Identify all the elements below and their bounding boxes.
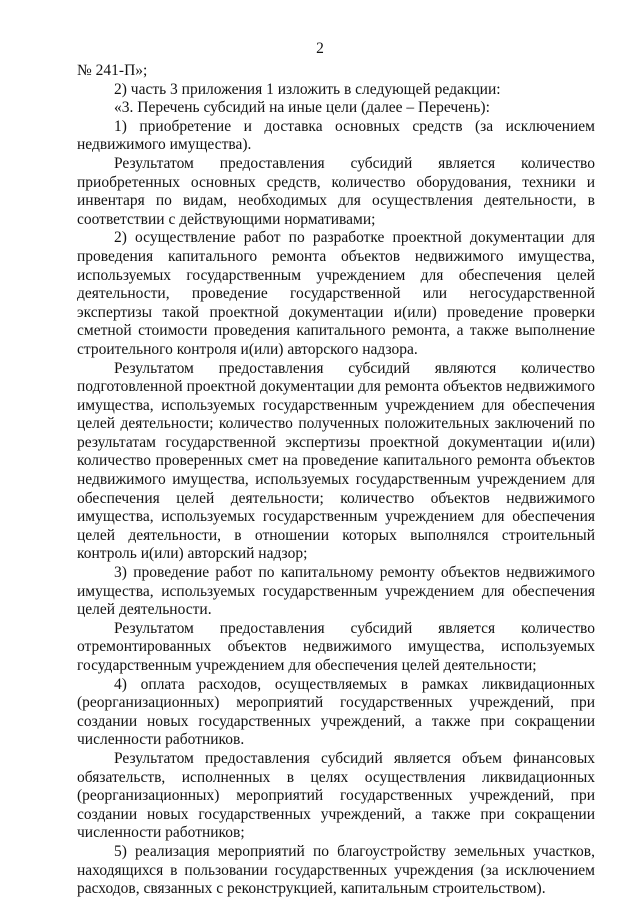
paragraph-amendment-intro: 2) часть 3 приложения 1 изложить в следующей редакции: bbox=[114, 80, 501, 98]
paragraph-result-4: Результатом предоставления субсидий является объем финансовых обязательств, исполненных в целях осуществления ликвидационных (реорганизационных) мероприятий государственных учреждений, при создании новых государственных учреждений, а также при сокращении численности работников; bbox=[77, 749, 595, 842]
paragraph-item-1: 1) приобретение и доставка основных средств (за исключением недвижимого имущества). bbox=[77, 117, 595, 154]
paragraph-result-1: Результатом предоставления субсидий является количество приобретенных основных средств, количество оборудования, техники и инвентаря по видам, необходимых для осуществления деятельности, в соответствии с действующими нормативами; bbox=[77, 154, 595, 228]
paragraph-result-2: Результатом предоставления субсидий являются количество подготовленной проектной документации для ремонта объектов недвижимого имущества, используемых государственным учреждением для обеспечения целей деятельности; количество полученных положительных заключений по результатам государственной экспертизы проектной документации и(или) количество проверенных смет на проведение капитального ремонта объектов недвижимого имущества, используемых государственным учреждением для обеспечения целей деятельности; количество объектов недвижимого имущества, используемых государственным учреждением для обеспечения целей деятельности, в отношении которых выполнялся строительный контроль и(или) авторский надзор; bbox=[77, 359, 595, 563]
paragraph-decree-number: № 241-П»; bbox=[77, 62, 148, 79]
paragraph-item-4: 4) оплата расходов, осуществляемых в рамках ликвидационных (реорганизационных) мероприятий государственных учреждений, при создании новых государственных учреждений, а также при сокращении численности работников. bbox=[77, 675, 595, 749]
paragraph-result-3: Результатом предоставления субсидий является количество отремонтированных объектов недвижимого имущества, используемых государственным учреждением для обеспечения целей деятельности; bbox=[77, 619, 595, 674]
page-number: 2 bbox=[316, 40, 324, 57]
paragraph-section-heading: «3. Перечень субсидий на иные цели (далее – Перечень): bbox=[114, 99, 490, 117]
document-body bbox=[77, 62, 595, 899]
paragraph-item-5: 5) реализация мероприятий по благоустройству земельных участков, находящихся в пользовании государственных учреждения (за исключением расходов, связанных с реконструкцией, капитальным строительством). bbox=[77, 842, 595, 898]
paragraph-item-2: 2) осуществление работ по разработке проектной документации для проведения капитального ремонта объектов недвижимого имущества, используемых государственным учреждением для обеспечения целей деятельности, проведение государственной или негосударственной экспертизы такой проектной документации и(или) проведение проверки сметной стоимости проведения капитального ремонта, а также выполнение строительного контроля и(или) авторского надзора. bbox=[77, 229, 595, 358]
paragraph-item-3: 3) проведение работ по капитальному ремонту объектов недвижимого имущества, используемых государственным учреждением для обеспечения целей деятельности. bbox=[77, 564, 595, 619]
